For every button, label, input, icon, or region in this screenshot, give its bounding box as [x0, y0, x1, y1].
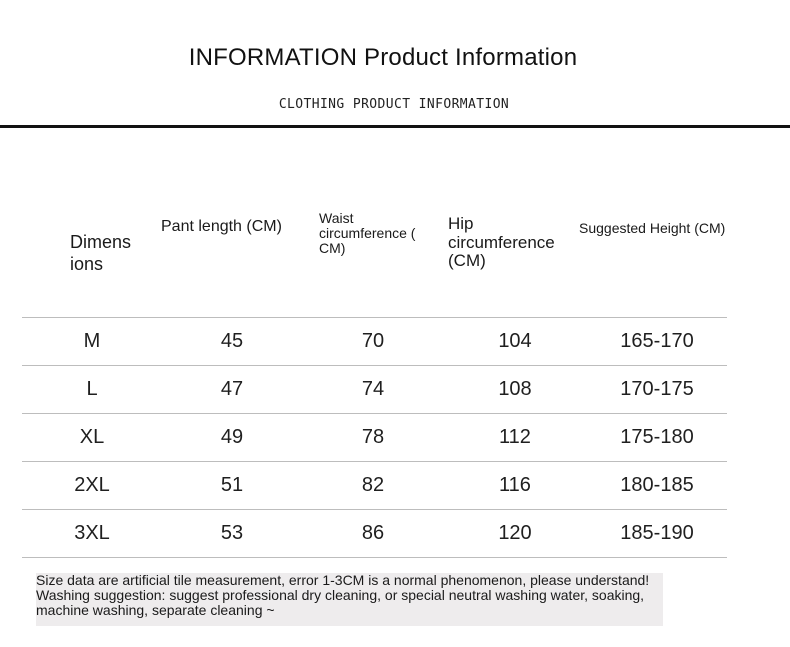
- height-cell: 180-185: [620, 474, 694, 496]
- column-header-waist: Waist circumference ( CM): [319, 210, 416, 257]
- height-cell: 170-175: [620, 378, 694, 400]
- column-header-hip: Hip circumference (CM): [448, 214, 555, 271]
- height-cell: 175-180: [620, 426, 694, 448]
- size-cell: L: [86, 378, 98, 400]
- column-header-dimensions: Dimens ions: [70, 232, 132, 274]
- table-row: [22, 366, 727, 414]
- pant-length-cell: 47: [220, 378, 244, 400]
- size-cell: XL: [79, 426, 105, 448]
- size-table: [22, 317, 727, 558]
- waist-cell: 86: [361, 522, 385, 544]
- waist-cell: 70: [361, 330, 385, 352]
- table-row: [22, 510, 727, 558]
- pant-length-cell: 49: [220, 426, 244, 448]
- size-note: [36, 573, 663, 626]
- hip-cell: 116: [499, 474, 531, 496]
- size-cell: M: [83, 330, 101, 352]
- table-row: [22, 462, 727, 510]
- header-divider: [0, 125, 790, 128]
- hip-cell: 104: [498, 330, 532, 352]
- column-header-pant-length: Pant length (CM): [161, 218, 282, 235]
- size-cell: 2XL: [74, 474, 110, 496]
- pant-length-cell: 53: [220, 522, 244, 544]
- waist-cell: 82: [361, 474, 385, 496]
- page-subtitle: CLOTHING PRODUCT INFORMATION: [278, 97, 510, 112]
- hip-cell: 120: [498, 522, 532, 544]
- table-row: [22, 414, 727, 462]
- table-row: [22, 318, 727, 366]
- waist-cell: 78: [361, 426, 385, 448]
- size-note-text: Size data are artificial tile measurement, error 1-3CM is a normal phenomenon, please understand! Washing suggestion: suggest professional dry cleaning, or special neutral washing water, soaking, machine washing, separate cleaning ~: [36, 572, 650, 618]
- column-header-suggested-height: Suggested Height (CM): [579, 220, 726, 236]
- pant-length-cell: 45: [220, 330, 244, 352]
- hip-cell: 108: [498, 378, 532, 400]
- waist-cell: 74: [361, 378, 385, 400]
- hip-cell: 112: [499, 426, 531, 448]
- page-title: INFORMATION Product Information: [188, 44, 578, 71]
- height-cell: 185-190: [620, 522, 694, 544]
- height-cell: 165-170: [620, 330, 694, 352]
- pant-length-cell: 51: [220, 474, 244, 496]
- size-cell: 3XL: [74, 522, 110, 544]
